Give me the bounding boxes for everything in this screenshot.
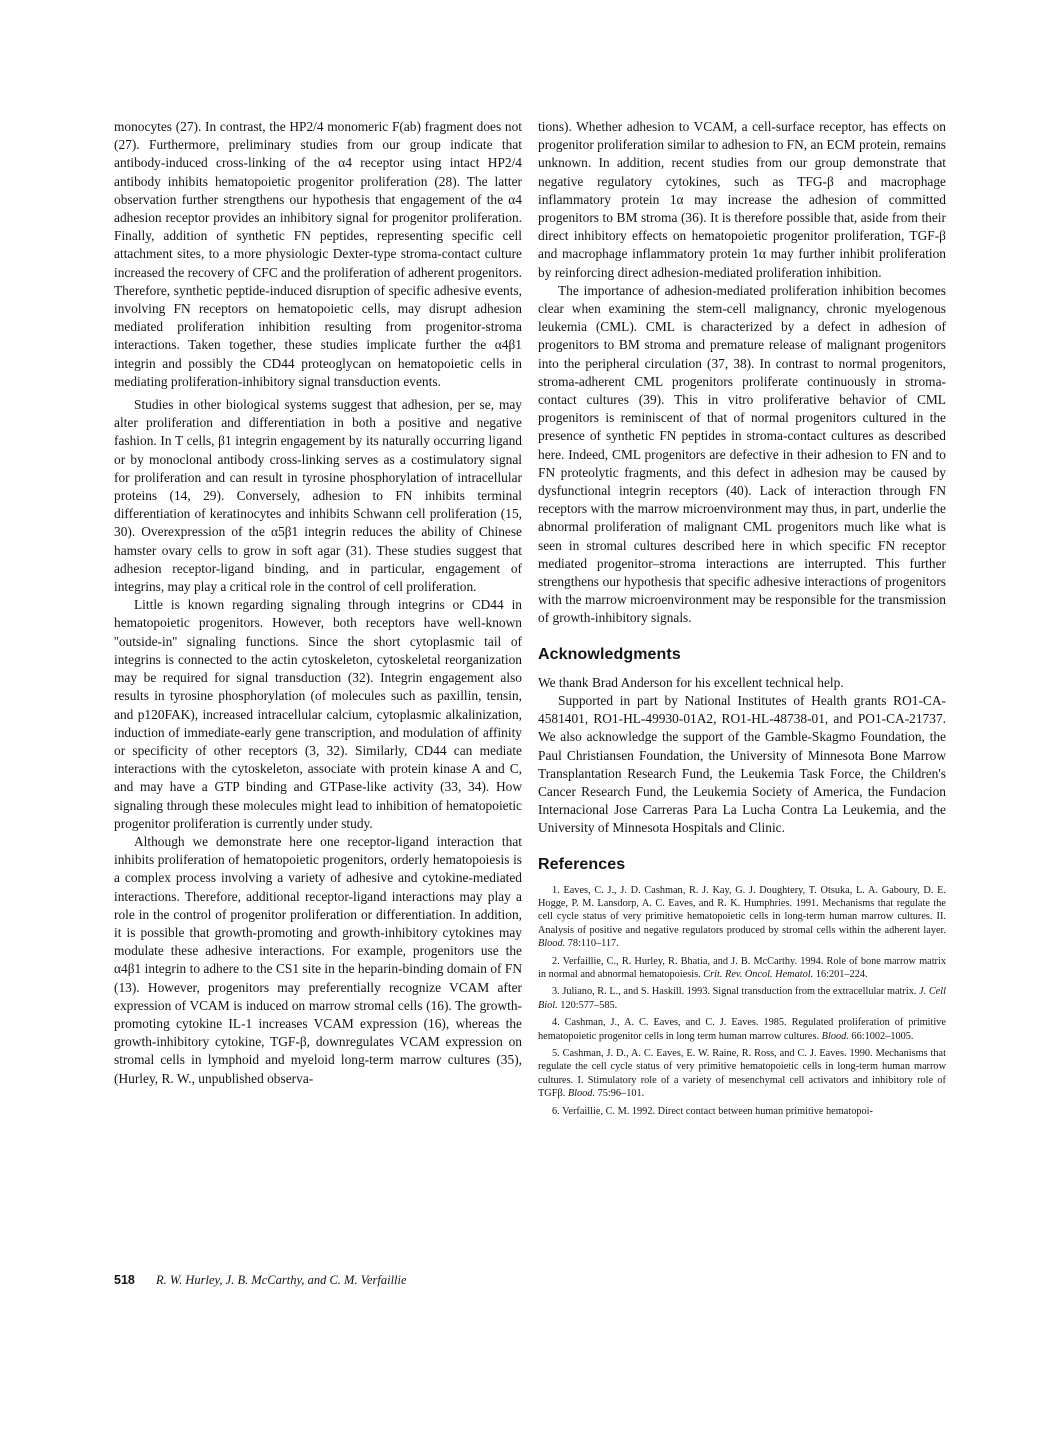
page-number: 518 [114, 1273, 135, 1287]
reference-item [538, 955, 946, 982]
right-column [538, 118, 946, 1122]
reference-text: 2. Verfaillie, C., R. Hurley, R. Bhatia, and J. B. McCarthy. 1994. Role of bone marrow matrix in normal and abnormal hematopoiesis. [538, 955, 946, 980]
reference-item [538, 985, 946, 1012]
reference-journal: Crit. Rev. Oncol. Hematol. [703, 968, 814, 980]
reference-item [538, 884, 946, 951]
reference-list [538, 884, 946, 1119]
reference-text: 1. Eaves, C. J., J. D. Cashman, R. J. Kay, G. J. Doughtery, T. Otsuka, L. A. Gaboury, D. E. Hogge, P. M. Lansdorp, A. C. Eaves, and R. K. Humphries. 1991. Mechanisms that regulate the cell cycle status of very primitive hematopoietic cells in long-term human marrow cultures. II. Analysis of positive and negative regulators produced by stromal cells within the adherent layer. [538, 884, 946, 936]
reference-journal: Blood. [821, 1030, 849, 1042]
references-heading: References [538, 855, 626, 873]
reference-journal: J. Cell Biol. [538, 986, 946, 1011]
body-paragraph: tions). Whether adhesion to VCAM, a cell-surface receptor, has effects on progenitor proliferation similar to adhesion to FN, an ECM protein, remains unknown. In addition, recent studies from our group demonstrate that negative regulatory cytokines, such as TFG-β and macrophage inflammatory protein 1α may increase the adhesion of committed progenitors to BM stroma (36). It is therefore possible that, aside from their direct inhibitory effects on hematopoietic progenitor proliferation, TGF-β and macrophage inflammatory protein 1α may further inhibit proliferation by reinforcing direct adhesion-mediated proliferation inhibition. [538, 119, 946, 280]
reference-text: 5. Cashman, J. D., A. C. Eaves, E. W. Raine, R. Ross, and C. J. Eaves. 1990. Mechanisms that regulate the cell cycle status of very primitive hematopoietic cells in long-term human marrow cultures. I. Stimulatory role of a variety of mesenchymal cell activators and inhibitory role of TGFβ. [538, 1047, 946, 1100]
reference-journal: Blood. [567, 1088, 596, 1100]
reference-citation: 78:110–117. [565, 938, 619, 950]
reference-item [538, 1047, 946, 1101]
reference-text: 4. Cashman, J., A. C. Eaves, and C. J. Eaves. 1985. Regulated proliferation of primitive hematopoietic progenitor cells in long term human marrow cultures. [538, 1017, 946, 1042]
running-authors: R. W. Hurley, J. B. McCarthy, and C. M. Verfaillie [155, 1273, 407, 1287]
page-footer [114, 1273, 407, 1288]
reference-citation: 16:201–224. [813, 968, 868, 980]
body-paragraph: Studies in other biological systems suggest that adhesion, per se, may alter proliferation and differentiation in both a positive and negative fashion. In T cells, β1 integrin engagement by its naturally occurring ligand or by monoclonal antibody cross-linking serves as a costimulatory signal for proliferation and can result in tyrosine phosphorylation of intracellular proteins (14, 29). Conversely, adhesion to FN inhibits terminal differentiation of keratinocytes and inhibits Schwann cell proliferation (15, 30). Overexpression of the α5β1 integrin reduces the ability of Chinese hamster ovary cells to grow in soft agar (31). These studies suggest that adhesion receptor-ligand binding, and in particular, engagement of integrins, may play a critical role in the control of cell proliferation. [114, 397, 522, 595]
acknowledgments-heading: Acknowledgments [538, 645, 681, 663]
left-column [114, 118, 522, 1088]
body-paragraph: The importance of adhesion-mediated proliferation inhibition becomes clear when examining the stem-cell malignancy, chronic myelogenous leukemia (CML). CML is characterized by a defect in adhesion of progenitors to BM stroma and premature release of malignant progenitors into the peripheral circulation (37, 38). In contrast to normal progenitors, stroma-adherent CML progenitors proliferate continuously in stroma-contact cultures (39). This in vitro proliferative behavior of CML progenitors is reminiscent of that of normal progenitors cultured in the presence of synthetic FN peptides in stroma-contact cultures as described here. Indeed, CML progenitors are defective in their adhesion to FN and to FN proteolytic fragments, and this defect in adhesion may be caused by dysfunctional integrin receptors (40). Lack of interaction through FN receptors with the marrow microenvironment may thus, in part, underlie the abnormal proliferation of malignant CML progenitors much like what is seen in stromal cultures described here in which specific FN receptor mediated progenitor–stroma interactions are interrupted. This further strengthens our hypothesis that specific adhesive interactions of progenitors with the marrow microenvironment may be responsible for the transmission of growth-inhibitory signals. [538, 282, 946, 626]
reference-text: 3. Juliano, R. L., and S. Haskill. 1993. Signal transduction from the extracellular matrix. [552, 986, 920, 998]
acknowledgment-paragraph: We thank Brad Anderson for his excellent technical help. [538, 674, 844, 690]
reference-citation: 120:577–585. [557, 999, 618, 1011]
reference-item [538, 1016, 946, 1043]
reference-journal: Blood. [538, 938, 566, 950]
reference-citation: 75:96–101. [595, 1088, 645, 1100]
reference-item [538, 1105, 946, 1118]
body-paragraph: Little is known regarding signaling through integrins or CD44 in hematopoietic progenitors. However, both receptors have well-known ''outside-in'' signaling functions. Since the short cytoplasmic tail of integrins is connected to the actin cytoskeleton, cytoskeletal reorganization may be required for signal transduction (32). Integrin engagement also results in tyrosine phosphorylation (of molecules such as paxillin, tensin, and p120FAK), increased intracellular calcium, cytoplasmic alkalinization, induction of immediate-early gene transcription, and modulation of affinity or specificity of other receptors (3, 32). Similarly, CD44 can mediate interactions with the cytoskeleton, associate with protein kinase A and C, and may have a GTP binding and GTPase-like activity (33, 34). How signaling through these molecules might lead to inhibition of hematopoietic progenitor proliferation is currently under study. [114, 597, 522, 831]
body-paragraph: monocytes (27). In contrast, the HP2/4 monomeric F(ab) fragment does not (27). Furthermore, preliminary studies from our group indicate that antibody-induced cross-linking of the α4 receptor using intact HP2/4 antibody inhibits hematopoietic progenitor proliferation (28). The latter observation further strengthens our hypothesis that engagement of the α4 adhesion receptor provides an inhibitory signal for progenitor proliferation. Finally, addition of synthetic FN peptides, representing specific cell attachment sites, to a more physiologic Dexter-type stroma-contact culture increased the recovery of CFC and the proliferation of adherent progenitors. Therefore, synthetic peptide-induced disruption of specific adhesive events, involving FN receptors on hematopoietic cells, may disrupt adhesion mediated proliferation inhibition resulting from progenitor-stroma interactions. Taken together, these studies implicate further the α4β1 integrin and possibly the CD44 proteoglycan on hematopoietic cells in mediating proliferation-inhibitory signal transduction events. [114, 119, 522, 389]
acknowledgment-paragraph: Supported in part by National Institutes of Health grants RO1-CA-4581401, RO1-HL-49930-01A2, RO1-HL-48738-01, and PO1-CA-21737. We also acknowledge the support of the Gamble-Skagmo Foundation, the Paul Christiansen Foundation, the University of Minnesota Bone Marrow Transplantation Research Fund, the Leukemia Task Force, the Children's Cancer Research Fund, the Leukemia Society of America, the Fundacion Internacional Jose Carreras Para La Lucha Contra La Leukemia, and the University of Minnesota Hospitals and Clinic. [538, 692, 946, 836]
reference-text: 6. Verfaillie, C. M. 1992. Direct contact between human primitive hematopoi- [552, 1105, 873, 1117]
reference-citation: 66:1002–1005. [848, 1030, 914, 1042]
body-paragraph: Although we demonstrate here one receptor-ligand interaction that inhibits proliferation of hematopoietic progenitors, orderly hematopoiesis is a complex process involving a variety of adhesive and cytokine-mediated interactions. Therefore, additional receptor-ligand interactions may play a role in the control of progenitor proliferation or differentiation. In addition, it is possible that growth-promoting and growth-inhibitory cytokines may modulate these adhesive interactions. For example, progenitors use the α4β1 integrin to adhere to the CS1 site in the heparin-binding domain of FN (13). However, progenitors may preferentially recognize VCAM after expression of VCAM is induced on marrow stromal cells (16). The growth-promoting cytokine IL-1 increases VCAM expression (16), whereas the growth-inhibitory cytokine, TGF-β, downregulates VCAM expression on stromal cells in lymphoid and myeloid long-term marrow cultures (35), (Hurley, R. W., unpublished observa- [114, 833, 522, 1086]
